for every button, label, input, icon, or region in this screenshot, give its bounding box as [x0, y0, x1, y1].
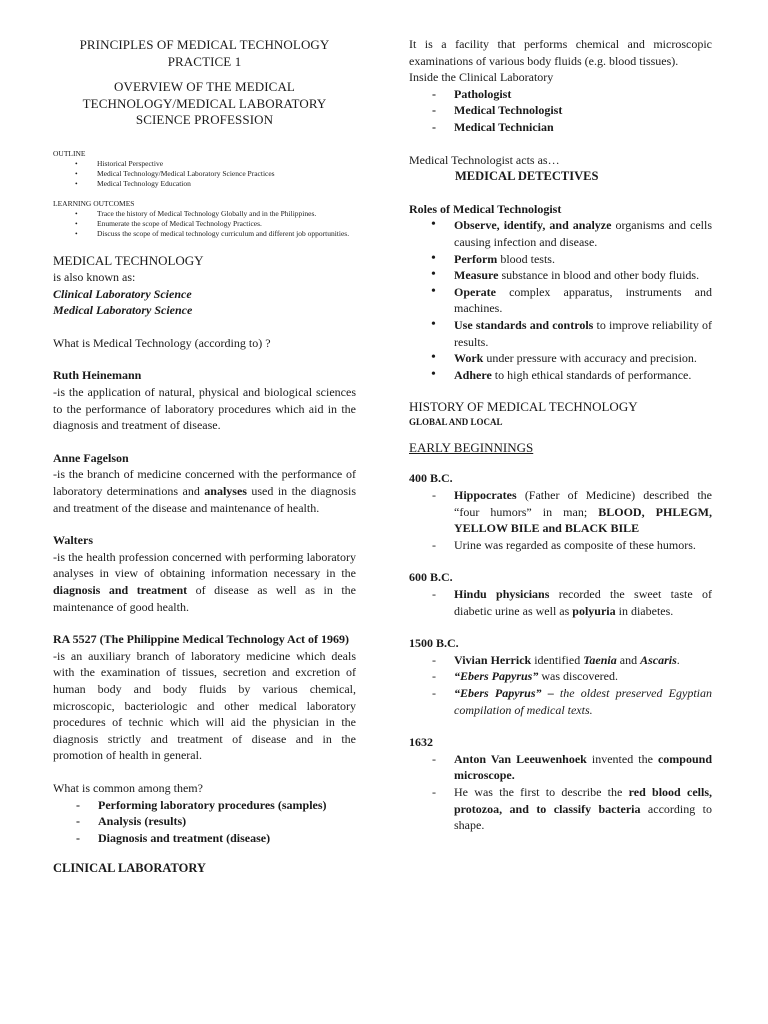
- outcome-item: • Enumerate the scope of Medical Technology Practices.: [97, 219, 356, 229]
- history-item: - Vivian Herrick identified Taenia and Ascaris.: [409, 652, 712, 669]
- history-item: - Hippocrates (Father of Medicine) described the “four humors” in man; BLOOD, PHLEGM, YELLOW BILE and BLACK BILE: [409, 487, 712, 537]
- lesson-title: OVERVIEW OF THE MEDICAL TECHNOLOGY/MEDICAL LABORATORY SCIENCE PROFESSION: [82, 79, 327, 127]
- outcome-item: • Discuss the scope of medical technology curriculum and different job opportunities.: [97, 229, 356, 239]
- history-item: - Anton Van Leeuwenhoek invented the compound microscope.: [409, 751, 712, 784]
- definition-fagelson: Anne Fagelson -is the branch of medicine concerned with the performance of laboratory determinations and analyses used in the diagnosis and treatment of the disease and maintenance of health.: [53, 450, 357, 515]
- medtech-heading: MEDICAL TECHNOLOGY: [53, 252, 204, 268]
- common-section: What is common among them? - Performing laboratory procedures (samples) - Analysis (results) - Diagnosis and treatment (disease): [53, 780, 356, 846]
- learning-outcomes-section: LEARNING OUTCOMES • Trace the history of Medical Technology Globally and in the Philippines. • Enumerate the scope of Medical Technology Practices. • Discuss the scope of medical technology curriculum and different job opportunities.: [53, 199, 356, 239]
- common-item: - Diagnosis and treatment (disease): [53, 830, 356, 847]
- staff-item: - Medical Technician: [409, 119, 712, 136]
- detectives-heading: MEDICAL DETECTIVES: [455, 169, 599, 184]
- history-item: - “Ebers Papyrus” was discovered.: [409, 668, 712, 685]
- definition-question: What is Medical Technology (according to) ?: [53, 335, 271, 350]
- definition-ra5527: RA 5527 (The Philippine Medical Technology Act of 1969) -is an auxiliary branch of laboratory medicine which deals with the examination of tissues, secretion and excretion of human body and body fluids by various chemical, microscopic, bacteriologic and other medical laboratory procedures of technic which will aid the physician in the diagnosis strictly and treatment of disease and in the promotion of health in general.: [53, 632, 356, 763]
- year-label: 1500 B.C.: [409, 636, 459, 651]
- definition-walters: Walters -is the health profession concerned with performing laboratory analyses in view of obtaining information necessary in the diagnosis and treatment of disease as well as in the maintenance of good health.: [53, 533, 356, 614]
- facility-text: It is a facility that performs chemical and microscopic examinations of various body fluids (e.g. blood tissues).: [409, 37, 712, 68]
- outcome-item: • Trace the history of Medical Technology Globally and in the Philippines.: [97, 209, 356, 219]
- roles-heading: Roles of Medical Technologist: [409, 201, 562, 216]
- also-known-as: MEDICAL TECHNOLOGY is also known as: Clinical Laboratory Science Medical Laboratory Science: [53, 253, 356, 319]
- common-item: - Analysis (results): [53, 813, 356, 830]
- early-beginnings-heading: EARLY BEGINNINGS: [409, 439, 534, 455]
- role-item: • Adhere to high ethical standards of performance.: [409, 367, 712, 384]
- role-item: • Operate complex apparatus, instruments and machines.: [409, 284, 712, 317]
- outline-item: • Historical Perspective: [97, 159, 356, 169]
- common-item: - Performing laboratory procedures (samples): [53, 797, 356, 814]
- year-label: 400 B.C.: [409, 471, 453, 486]
- role-item: • Work under pressure with accuracy and precision.: [409, 350, 712, 367]
- history-item: - He was the first to describe the red blood cells, protozoa, and to classify bacteria according to shape.: [409, 784, 712, 834]
- right-column: It is a facility that performs chemical and microscopic examinations of various body fluids (e.g. blood tissues). Inside the Clinical Laboratory - Pathologist - Medical Technologist - Medical Technician Medical Technologist acts as… MEDICAL DETECTIVES Roles of Medical Technologist • Observe, identify, and analyze organisms and cells causing infection and disease. • Perform blood tests. • Measure substance in blood and other body fluids. • Operate complex apparatus, instruments and machines. • Use standards and controls to improve reliability of results. • Work under pressure with accuracy and precision. • Adhere to high ethical standards of performance. HISTORY OF MEDICAL TECHNOLOGY GLOBAL AND LOCAL EARLY BEGINNINGS 400 B.C. - Hippocrates (Father of Medicine) described the “four humors” in man; BLOOD, PHLEGM, YELLOW BILE and BLACK BILE - Urine was regarded as composite of these humors. 600 B.C. - Hindu physicians recorded the sweet taste of diabetic urine as well as polyuria in diabetes. 1500 B.C. - Vivian Herrick identified Taenia and Ascaris. - “Ebers Papyrus” was discovered. - “Ebers Papyrus” – the oldest preserved Egyptian compilation of medical texts. 1632 - Anton Van Leeuwenhoek invented the compound microscope. - He was the first to describe the red blood cells, protozoa, and to classify bacteria according to shape.: [409, 0, 712, 834]
- history-subheading: GLOBAL AND LOCAL: [409, 416, 503, 427]
- outline-section: OUTLINE • Historical Perspective • Medical Technology/Medical Laboratory Science Practices • Medical Technology Education: [53, 149, 356, 189]
- year-label: 600 B.C.: [409, 570, 453, 585]
- alt-name: Medical Laboratory Science: [53, 303, 193, 318]
- left-column: [53, 0, 356, 877]
- course-title: PRINCIPLES OF MEDICAL TECHNOLOGY PRACTICE 1: [79, 37, 330, 69]
- role-item: • Measure substance in blood and other body fluids.: [409, 267, 712, 284]
- alt-name: Clinical Laboratory Science: [53, 286, 192, 301]
- staff-item: - Pathologist: [409, 86, 712, 103]
- role-item: • Use standards and controls to improve reliability of results.: [409, 317, 712, 350]
- role-item: • Perform blood tests.: [409, 251, 712, 268]
- outline-item: • Medical Technology Education: [97, 179, 356, 189]
- history-item: - Urine was regarded as composite of these humors.: [409, 537, 712, 554]
- year-label: 1632: [409, 735, 433, 750]
- clinical-lab-heading: CLINICAL LABORATORY: [53, 861, 206, 876]
- history-heading: HISTORY OF MEDICAL TECHNOLOGY: [409, 399, 638, 415]
- staff-item: - Medical Technologist: [409, 102, 712, 119]
- history-item: - Hindu physicians recorded the sweet taste of diabetic urine as well as polyuria in diabetes.: [409, 586, 712, 619]
- roles-list: [409, 217, 712, 383]
- role-item: • Observe, identify, and analyze organisms and cells causing infection and disease.: [409, 217, 712, 250]
- history-item: - “Ebers Papyrus” – the oldest preserved Egyptian compilation of medical texts.: [409, 685, 712, 718]
- definition-heinemann: Ruth Heinemann -is the application of natural, physical and biological sciences to the performance of laboratory procedures which aid in the diagnosis and treatment of disease.: [53, 368, 356, 433]
- outline-item: • Medical Technology/Medical Laboratory Science Practices: [97, 169, 356, 179]
